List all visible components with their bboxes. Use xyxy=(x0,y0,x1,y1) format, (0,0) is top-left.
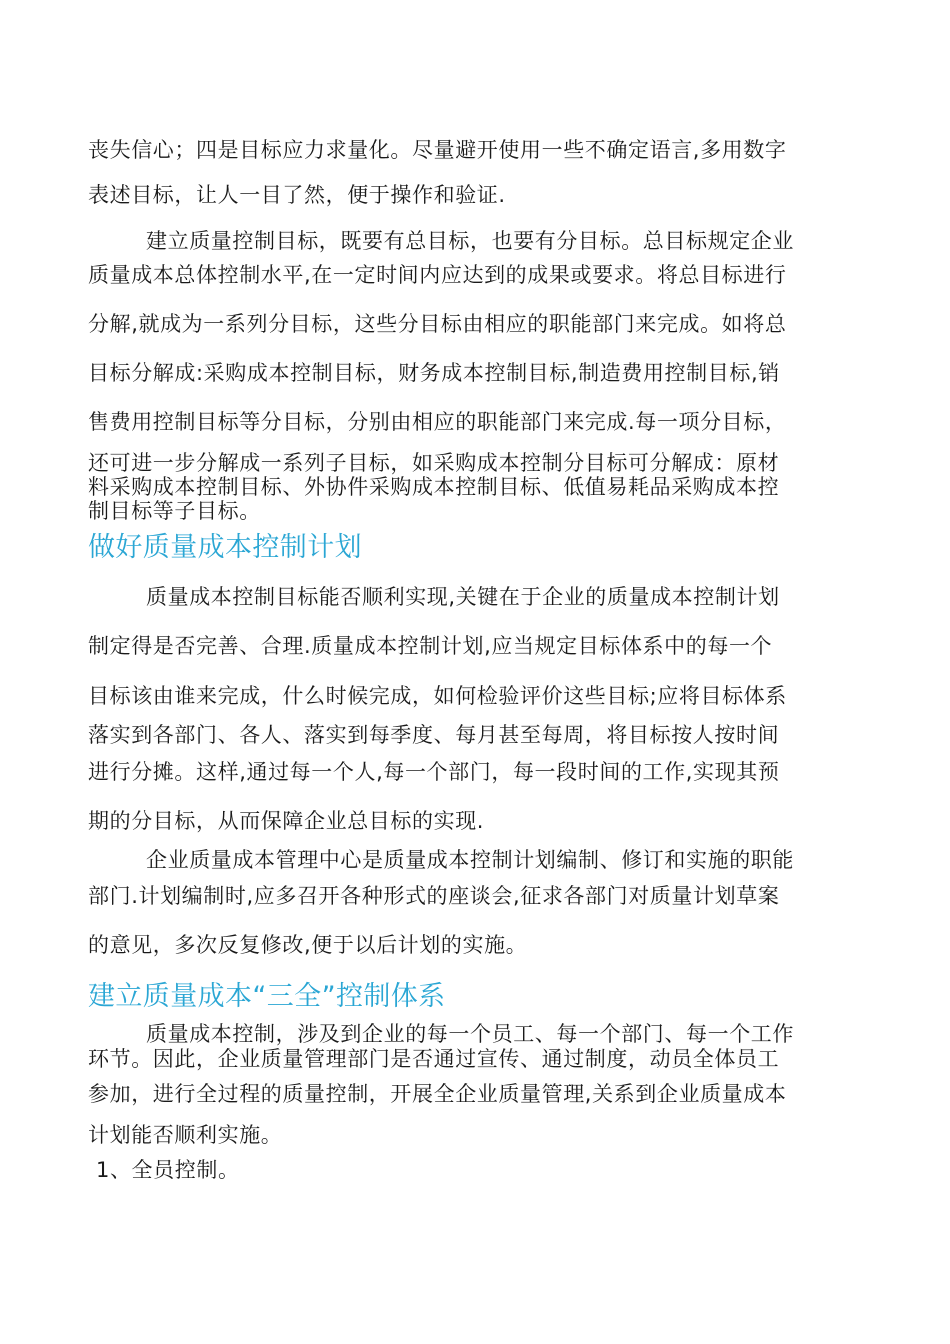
paragraph-line: 制定得是否完善、合理.质量成本控制计划,应当规定目标体系中的每一个 xyxy=(88,634,773,658)
paragraph-line: 制目标等子目标。 xyxy=(88,499,261,523)
paragraph-line: 的意见，多次反复修改,便于以后计划的实施。 xyxy=(88,933,528,957)
paragraph-line: 售费用控制目标等分目标，分别由相应的职能部门来完成.每一项分目标， xyxy=(88,410,787,434)
section-heading: 做好质量成本控制计划 xyxy=(88,532,362,563)
paragraph-line: 料采购成本控制目标、外协件采购成本控制目标、低值易耗品采购成本控 xyxy=(88,475,780,499)
paragraph-line: 计划能否顺利实施。 xyxy=(88,1123,283,1147)
list-item: 1、全员控制。 xyxy=(96,1158,240,1182)
paragraph-line: 质量成本控制，涉及到企业的每一个员工、每一个部门、每一个工作 xyxy=(146,1022,794,1046)
paragraph-line: 目标分解成:采购成本控制目标，财务成本控制目标,制造费用控制目标,销 xyxy=(88,361,780,385)
paragraph-line: 参加，进行全过程的质量控制，开展全企业质量管理,关系到企业质量成本 xyxy=(88,1082,787,1106)
paragraph-line: 建立质量控制目标，既要有总目标，也要有分目标。总目标规定企业 xyxy=(146,229,794,253)
paragraph-line: 质量成本控制目标能否顺利实现,关键在于企业的质量成本控制计划 xyxy=(146,585,780,609)
paragraph-line: 表述目标，让人一目了然，便于操作和验证. xyxy=(88,183,506,207)
paragraph-line: 进行分摊。这样,通过每一个人,每一个部门，每一段时间的工作,实现其预 xyxy=(88,760,780,784)
paragraph-line: 期的分目标，从而保障企业总目标的实现. xyxy=(88,809,485,833)
paragraph-line: 丧失信心；四是目标应力求量化。尽量避开使用一些不确定语言,多用数字 xyxy=(88,138,787,162)
section-heading: 建立质量成本“三全”控制体系 xyxy=(88,981,446,1012)
paragraph-line: 企业质量成本管理中心是质量成本控制计划编制、修订和实施的职能 xyxy=(146,848,794,872)
paragraph-line: 还可进一步分解成一系列子目标，如采购成本控制分目标可分解成：原材 xyxy=(88,451,780,475)
paragraph-line: 环节。因此，企业质量管理部门是否通过宣传、通过制度，动员全体员工 xyxy=(88,1047,780,1071)
paragraph-line: 落实到各部门、各人、落实到每季度、每月甚至每周，将目标按人按时间 xyxy=(88,723,780,747)
paragraph-line: 分解,就成为一系列分目标，这些分目标由相应的职能部门来完成。如将总 xyxy=(88,312,787,336)
paragraph-line: 目标该由谁来完成，什么时候完成，如何检验评价这些目标;应将目标体系 xyxy=(88,684,787,708)
paragraph-line: 部门.计划编制时,应多召开各种形式的座谈会,征求各部门对质量计划草案 xyxy=(88,884,780,908)
paragraph-line: 质量成本总体控制水平,在一定时间内应达到的成果或要求。将总目标进行 xyxy=(88,263,787,287)
